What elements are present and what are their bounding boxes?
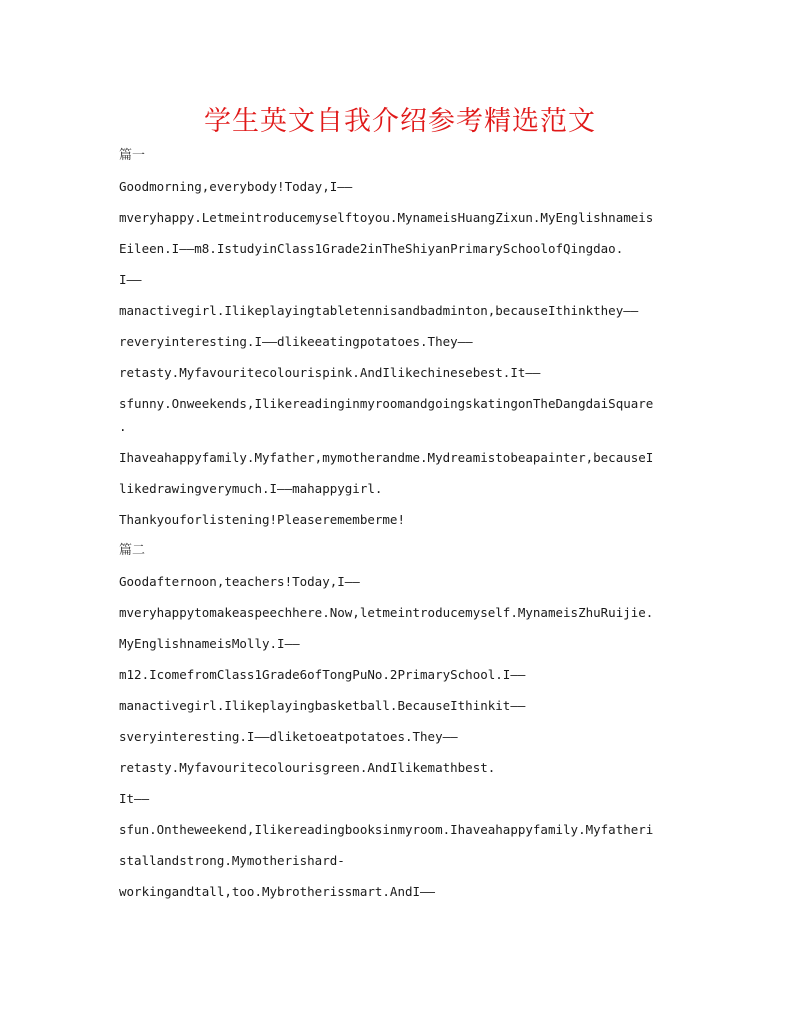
text-line: workingandtall,too.Mybrotherissmart.AndI—— xyxy=(119,884,436,899)
text-line: Goodafternoon,teachers!Today,I—— xyxy=(119,574,360,589)
document-body xyxy=(119,140,689,907)
text-line: m12.IcomefromClass1Grade6ofTongPuNo.2PrimarySchool.I—— xyxy=(119,667,526,682)
text-line: sveryinteresting.I——dliketoeatpotatoes.They—— xyxy=(119,729,458,744)
text-line: retasty.Myfavouritecolourisgreen.AndIlikemathbest. xyxy=(119,760,496,775)
text-line: retasty.Myfavouritecolourispink.AndIlikechinesebest.It—— xyxy=(119,365,541,380)
text-line: likedrawingverymuch.I——mahappygirl. xyxy=(119,481,383,496)
text-line: stallandstrong.Mymotherishard- xyxy=(119,853,345,868)
text-line: mveryhappy.Letmeintroducemyselftoyou.MynameisHuangZixun.MyEnglishnameis xyxy=(119,210,654,225)
text-line: . xyxy=(119,419,127,434)
text-line: Goodmorning,everybody!Today,I—— xyxy=(119,179,353,194)
text-line: sfunny.Onweekends,IlikereadinginmyroomandgoingskatingonTheDangdaiSquare xyxy=(119,396,654,411)
text-line: I—— xyxy=(119,272,142,287)
text-line: It—— xyxy=(119,791,150,806)
section-heading-1: 篇一 xyxy=(119,148,146,163)
section-heading-2: 篇二 xyxy=(119,543,146,558)
text-line: manactivegirl.Ilikeplayingbasketball.BecauseIthinkit—— xyxy=(119,698,526,713)
text-line: sfun.Ontheweekend,Ilikereadingbooksinmyroom.Ihaveahappyfamily.Myfatheri xyxy=(119,822,654,837)
text-line: Ihaveahappyfamily.Myfather,mymotherandme.Mydreamistobeapainter,becauseI xyxy=(119,450,654,465)
text-line: manactivegirl.Ilikeplayingtabletennisandbadminton,becauseIthinkthey—— xyxy=(119,303,639,318)
document-title: 学生英文自我介绍参考精选范文 xyxy=(204,106,596,137)
text-line: Thankyouforlistening!Pleaserememberme! xyxy=(119,512,405,527)
text-line: MyEnglishnameisMolly.I—— xyxy=(119,636,300,651)
text-line: reveryinteresting.I——dlikeeatingpotatoes.They—— xyxy=(119,334,473,349)
text-line: Eileen.I——m8.IstudyinClass1Grade2inTheShiyanPrimarySchoolofQingdao. xyxy=(119,241,624,256)
text-line: mveryhappytomakeaspeechhere.Now,letmeintroducemyself.MynameisZhuRuijie. xyxy=(119,605,654,620)
